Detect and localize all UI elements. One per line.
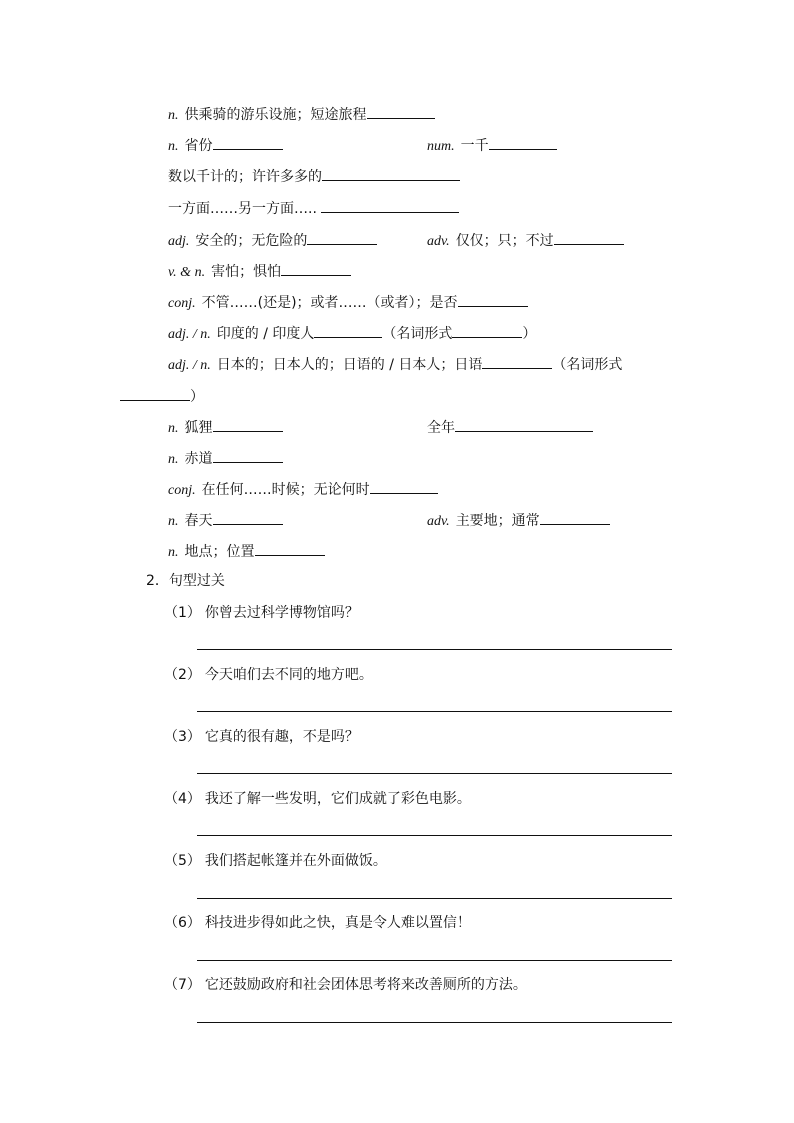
vocab-meaning: 省份	[184, 138, 213, 154]
part-of-speech: conj.	[168, 483, 196, 498]
part-of-speech: adv.	[427, 514, 450, 529]
sentence-number: （5）	[164, 853, 201, 869]
vocab-item	[168, 446, 283, 468]
vocab-item	[168, 539, 325, 561]
vocab-item	[427, 415, 593, 437]
part-of-speech: n.	[168, 545, 179, 560]
vocab-meaning: 日本的；日本人的；日语的 / 日本人；日语	[216, 357, 483, 373]
vocab-item	[168, 164, 460, 186]
sentence-number: （2）	[164, 667, 201, 683]
answer-blank[interactable]	[213, 446, 283, 463]
part-of-speech: n.	[168, 514, 179, 529]
vocab-item	[427, 133, 557, 155]
noun-form-label: （名词形式	[552, 357, 623, 373]
sentence-prompt	[164, 850, 387, 872]
answer-blank[interactable]	[314, 321, 382, 338]
vocab-item	[168, 290, 528, 312]
vocab-meaning: 供乘骑的游乐设施；短途旅程	[184, 107, 367, 123]
translation-answer-line[interactable]	[197, 1022, 672, 1023]
vocab-item	[168, 508, 283, 530]
translation-answer-line[interactable]	[197, 835, 672, 836]
sentence-text: 科技进步得如此之快，真是令人难以置信！	[204, 915, 471, 931]
part-of-speech: adj. / n.	[168, 358, 211, 373]
vocab-item	[168, 477, 438, 499]
translation-answer-line[interactable]	[197, 711, 672, 712]
answer-blank[interactable]	[540, 508, 610, 525]
vocab-item	[427, 228, 624, 250]
vocab-meaning: 数以千计的；许许多多的	[168, 169, 322, 185]
sentence-number: （3）	[164, 729, 201, 745]
answer-blank[interactable]	[322, 164, 460, 181]
vocab-item	[168, 228, 377, 250]
vocab-item	[427, 508, 610, 530]
translation-answer-line[interactable]	[197, 773, 672, 774]
vocab-item	[168, 196, 459, 218]
part-of-speech: adj. / n.	[168, 327, 211, 342]
part-of-speech: num.	[427, 139, 455, 154]
vocab-meaning: 仅仅；只；不过	[455, 233, 554, 249]
noun-form-blank[interactable]	[452, 321, 522, 338]
sentence-prompt	[164, 788, 471, 810]
part-of-speech: n.	[168, 108, 179, 123]
sentence-number: （1）	[164, 605, 201, 621]
answer-blank[interactable]	[554, 228, 624, 245]
vocab-item	[168, 102, 435, 124]
vocab-meaning: 地点；位置	[184, 544, 255, 560]
vocab-meaning: 春天	[184, 513, 213, 529]
answer-blank[interactable]	[370, 477, 438, 494]
part-of-speech: n.	[168, 421, 179, 436]
answer-blank[interactable]	[281, 259, 351, 276]
sentence-number: （6）	[164, 915, 201, 931]
vocab-meaning: 主要地；通常	[455, 513, 540, 529]
answer-blank[interactable]	[321, 196, 459, 213]
part-of-speech: adv.	[427, 234, 450, 249]
noun-form-blank[interactable]	[120, 384, 190, 401]
part-of-speech: conj.	[168, 296, 196, 311]
translation-answer-line[interactable]	[197, 649, 672, 650]
vocab-meaning: 印度的 / 印度人	[216, 326, 315, 342]
sentence-text: 我们搭起帐篷并在外面做饭。	[204, 853, 387, 869]
sentence-number: （4）	[164, 791, 201, 807]
sentence-prompt	[164, 912, 471, 934]
part-of-speech: n.	[168, 452, 179, 467]
sentence-prompt	[164, 602, 359, 624]
answer-blank[interactable]	[255, 539, 325, 556]
sentence-text: 今天咱们去不同的地方吧。	[204, 667, 373, 683]
part-of-speech: v. & n.	[168, 265, 206, 280]
section-heading	[146, 570, 225, 592]
answer-blank[interactable]	[458, 290, 528, 307]
sentence-text: 你曾去过科学博物馆吗？	[204, 605, 359, 621]
vocab-item	[168, 321, 536, 343]
vocab-item	[168, 415, 283, 437]
sentence-prompt	[164, 974, 527, 996]
answer-blank[interactable]	[455, 415, 593, 432]
sentence-prompt	[164, 664, 373, 686]
answer-blank[interactable]	[489, 133, 557, 150]
part-of-speech: adj.	[168, 234, 190, 249]
vocab-item-continued	[120, 384, 204, 406]
close-paren: ）	[190, 389, 204, 405]
vocab-meaning: 一千	[460, 138, 489, 154]
vocab-meaning: 不管……(还是)；或者……（或者）；是否	[201, 295, 458, 311]
section-number: 2．	[146, 573, 169, 589]
vocab-item	[168, 133, 283, 155]
vocab-item	[168, 259, 351, 281]
vocab-meaning: 全年	[427, 420, 455, 436]
part-of-speech: n.	[168, 139, 179, 154]
section-title: 句型过关	[168, 573, 225, 589]
answer-blank[interactable]	[213, 415, 283, 432]
vocab-meaning: 安全的；无危险的	[195, 233, 308, 249]
answer-blank[interactable]	[307, 228, 377, 245]
vocab-meaning: 害怕；惧怕	[211, 264, 282, 280]
sentence-text: 我还了解一些发明，它们成就了彩色电影。	[204, 791, 471, 807]
sentence-prompt	[164, 726, 359, 748]
vocab-item	[168, 352, 622, 374]
translation-answer-line[interactable]	[197, 960, 672, 961]
answer-blank[interactable]	[367, 102, 435, 119]
translation-answer-line[interactable]	[197, 898, 672, 899]
sentence-text: 它真的很有趣，不是吗？	[204, 729, 359, 745]
vocab-meaning: 狐狸	[184, 420, 213, 436]
answer-blank[interactable]	[213, 508, 283, 525]
sentence-number: （7）	[164, 977, 201, 993]
vocab-meaning: 赤道	[184, 451, 213, 467]
close-paren: ）	[522, 326, 537, 342]
answer-blank[interactable]	[482, 352, 552, 369]
vocab-meaning: 在任何……时候；无论何时	[201, 482, 370, 498]
vocab-meaning: 一方面……另一方面…..	[168, 201, 322, 217]
noun-form-label: （名词形式	[382, 326, 453, 342]
answer-blank[interactable]	[213, 133, 283, 150]
sentence-text: 它还鼓励政府和社会团体思考将来改善厕所的方法。	[204, 977, 527, 993]
